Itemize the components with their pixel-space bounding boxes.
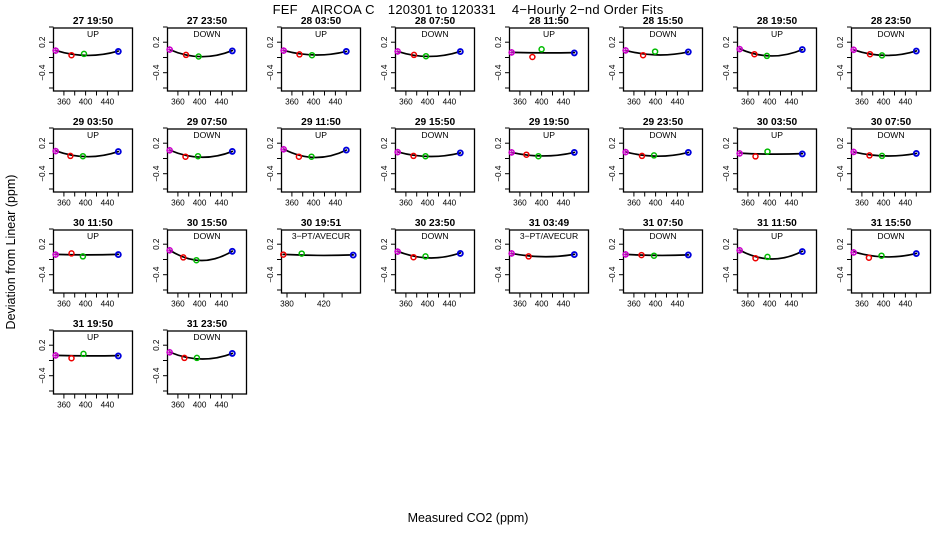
- y-tick-label: 0.2: [38, 137, 47, 149]
- panel-title: 29 07:50: [186, 117, 228, 128]
- x-tick-label: 400: [306, 198, 321, 208]
- subplot-canvas: [477, 115, 591, 216]
- panel-title: 28 07:50: [414, 16, 456, 27]
- x-tick-label: 440: [100, 299, 115, 309]
- x-tick-label: 400: [306, 97, 321, 107]
- subplot-28-11-50: [477, 14, 591, 115]
- x-tick-label: 440: [898, 97, 913, 107]
- subplot-canvas: [705, 14, 819, 115]
- y-tick-label: 0.2: [38, 238, 47, 250]
- panel-mode-label: DOWN: [193, 29, 221, 39]
- data-point-red: [530, 55, 535, 60]
- x-tick-label: 400: [192, 97, 207, 107]
- subplot-31-03-49: [477, 216, 591, 317]
- subplot-canvas: [477, 216, 591, 317]
- y-tick-label: −0.4: [608, 266, 617, 283]
- y-tick-label: −0.4: [380, 64, 389, 81]
- y-tick-label: 0.2: [494, 238, 503, 250]
- subplot-canvas: [819, 216, 933, 317]
- panel-title: 27 23:50: [186, 16, 228, 27]
- subplot-28-03-50: [249, 14, 363, 115]
- x-tick-label: 400: [876, 97, 891, 107]
- x-tick-label: 360: [57, 198, 71, 208]
- y-tick-label: −0.4: [494, 266, 503, 283]
- data-point-red: [296, 154, 301, 159]
- panel-mode-label: UP: [87, 332, 99, 342]
- panel-title: 31 07:50: [642, 218, 684, 229]
- data-point-green: [80, 254, 85, 259]
- subplot-30-11-50: [21, 216, 135, 317]
- subplot-canvas: [363, 14, 477, 115]
- y-tick-label: 0.2: [266, 137, 275, 149]
- y-tick-label: 0.2: [380, 238, 389, 250]
- subplot-canvas: [135, 317, 249, 418]
- x-tick-label: 400: [78, 299, 93, 309]
- x-tick-label: 400: [876, 299, 891, 309]
- fit-curve: [170, 250, 233, 260]
- x-tick-label: 440: [442, 299, 457, 309]
- panel-title: 30 19:51: [300, 218, 342, 229]
- y-tick-label: −0.4: [608, 165, 617, 182]
- panel-title: 29 03:50: [72, 117, 114, 128]
- x-tick-label: 440: [556, 198, 571, 208]
- x-tick-label: 400: [78, 400, 93, 410]
- y-tick-label: −0.4: [266, 64, 275, 81]
- x-tick-label: 440: [328, 97, 343, 107]
- data-point-green: [299, 251, 304, 256]
- y-tick-label: 0.2: [836, 36, 845, 48]
- fit-curve: [740, 250, 803, 259]
- subplot-canvas: [249, 14, 363, 115]
- x-tick-label: 400: [192, 400, 207, 410]
- x-tick-label: 360: [741, 198, 755, 208]
- x-tick-label: 440: [898, 299, 913, 309]
- y-tick-label: −0.4: [494, 165, 503, 182]
- x-tick-label: 360: [513, 299, 527, 309]
- data-point-green: [194, 355, 199, 360]
- panel-title: 30 03:50: [756, 117, 798, 128]
- x-tick-label: 360: [57, 400, 71, 410]
- x-tick-label: 400: [762, 198, 777, 208]
- subplot-canvas: [819, 115, 933, 216]
- panel-title: 31 15:50: [870, 218, 912, 229]
- x-tick-label: 360: [627, 299, 641, 309]
- x-tick-label: 360: [741, 97, 755, 107]
- x-tick-label: 400: [192, 299, 207, 309]
- y-tick-label: −0.4: [722, 165, 731, 182]
- data-point-green: [82, 51, 87, 56]
- y-tick-label: 0.2: [722, 36, 731, 48]
- panel-title: 31 03:49: [528, 218, 570, 229]
- subplot-canvas: [705, 216, 819, 317]
- panel-title: 29 19:50: [528, 117, 570, 128]
- fit-curve: [398, 152, 461, 157]
- panel-title: 28 11:50: [529, 16, 569, 27]
- x-axis-label: Measured CO2 (ppm): [407, 511, 529, 525]
- subplot-canvas: [135, 14, 249, 115]
- data-point-green: [653, 49, 658, 54]
- data-point-red: [753, 154, 758, 159]
- subplot-28-23-50: [819, 14, 933, 115]
- y-tick-label: −0.4: [38, 64, 47, 81]
- x-tick-label: 440: [784, 299, 799, 309]
- x-tick-label: 360: [285, 198, 299, 208]
- y-tick-label: 0.2: [608, 36, 617, 48]
- x-tick-label: 360: [627, 198, 641, 208]
- y-tick-label: 0.2: [494, 137, 503, 149]
- x-tick-label: 440: [100, 198, 115, 208]
- panel-mode-label: DOWN: [421, 130, 449, 140]
- y-tick-label: 0.2: [152, 339, 161, 351]
- y-tick-label: −0.4: [380, 266, 389, 283]
- fit-curve: [56, 254, 119, 255]
- subplot-31-19-50: [21, 317, 135, 418]
- x-tick-label: 440: [442, 198, 457, 208]
- y-tick-label: 0.2: [836, 238, 845, 250]
- panel-title: 30 15:50: [186, 218, 228, 229]
- x-tick-label: 360: [57, 299, 71, 309]
- subplot-grid: [21, 14, 933, 418]
- y-tick-label: 0.2: [380, 36, 389, 48]
- subplot-31-11-50: [705, 216, 819, 317]
- fit-curve: [740, 49, 803, 56]
- x-tick-label: 360: [627, 97, 641, 107]
- subplot-31-23-50: [135, 317, 249, 418]
- x-tick-label: 380: [280, 299, 294, 309]
- y-tick-label: −0.4: [836, 165, 845, 182]
- panel-mode-label: UP: [315, 130, 327, 140]
- subplot-31-15-50: [819, 216, 933, 317]
- x-tick-label: 400: [876, 198, 891, 208]
- subplot-canvas: [21, 216, 135, 317]
- subplot-29-03-50: [21, 115, 135, 216]
- subplot-29-07-50: [135, 115, 249, 216]
- panel-mode-label: UP: [315, 29, 327, 39]
- subplot-canvas: [21, 317, 135, 418]
- panel-mode-label: 3−PT/AVECUR: [291, 231, 351, 241]
- x-tick-label: 400: [78, 97, 93, 107]
- data-point-green: [765, 149, 770, 154]
- x-tick-label: 360: [399, 198, 413, 208]
- fit-curve: [740, 153, 803, 154]
- fit-curve: [284, 149, 347, 157]
- panel-title: 31 23:50: [186, 319, 228, 330]
- panel-mode-label: DOWN: [421, 29, 449, 39]
- y-tick-label: 0.2: [722, 238, 731, 250]
- panel-mode-label: DOWN: [193, 231, 221, 241]
- fit-curve: [56, 151, 119, 157]
- y-tick-label: 0.2: [836, 137, 845, 149]
- panel-title: 30 07:50: [870, 117, 912, 128]
- subplot-27-23-50: [135, 14, 249, 115]
- x-tick-label: 420: [316, 299, 331, 309]
- fit-curve: [56, 355, 119, 356]
- panel-title: 28 19:50: [756, 16, 798, 27]
- x-tick-label: 360: [399, 299, 413, 309]
- subplot-28-19-50: [705, 14, 819, 115]
- x-tick-label: 360: [57, 97, 71, 107]
- panel-title: 30 11:50: [73, 218, 113, 229]
- panel-mode-label: DOWN: [193, 332, 221, 342]
- x-tick-label: 400: [420, 299, 435, 309]
- fit-curve: [512, 52, 575, 53]
- y-tick-label: −0.4: [152, 165, 161, 182]
- subplot-canvas: [249, 216, 363, 317]
- subplot-canvas: [591, 216, 705, 317]
- y-tick-label: 0.2: [266, 36, 275, 48]
- fit-curve: [512, 152, 575, 156]
- subplot-canvas: [591, 14, 705, 115]
- subplot-canvas: [135, 115, 249, 216]
- data-point-red: [411, 255, 416, 260]
- subplot-30-23-50: [363, 216, 477, 317]
- x-tick-label: 400: [762, 299, 777, 309]
- x-tick-label: 440: [670, 198, 685, 208]
- fit-curve: [170, 352, 233, 359]
- fit-curve: [512, 253, 575, 256]
- y-tick-label: −0.4: [722, 266, 731, 283]
- y-tick-label: 0.2: [722, 137, 731, 149]
- y-tick-label: −0.4: [266, 165, 275, 182]
- data-point-red: [866, 255, 871, 260]
- subplot-canvas: [819, 14, 933, 115]
- panel-title: 28 15:50: [642, 16, 684, 27]
- x-tick-label: 440: [100, 97, 115, 107]
- x-tick-label: 440: [556, 97, 571, 107]
- x-tick-label: 440: [784, 198, 799, 208]
- y-tick-label: −0.4: [722, 64, 731, 81]
- panel-mode-label: DOWN: [649, 130, 677, 140]
- x-tick-label: 440: [784, 97, 799, 107]
- subplot-canvas: [705, 115, 819, 216]
- x-tick-label: 360: [399, 97, 413, 107]
- data-point-red: [183, 154, 188, 159]
- data-point-red: [641, 53, 646, 58]
- panel-mode-label: DOWN: [649, 231, 677, 241]
- fit-curve: [398, 251, 461, 258]
- subplot-31-07-50: [591, 216, 705, 317]
- subplot-canvas: [591, 115, 705, 216]
- panel-mode-label: UP: [771, 231, 783, 241]
- subplot-canvas: [249, 115, 363, 216]
- panel-title: 29 11:50: [301, 117, 341, 128]
- subplot-29-15-50: [363, 115, 477, 216]
- subplot-canvas: [363, 216, 477, 317]
- x-tick-label: 440: [214, 400, 229, 410]
- y-tick-label: −0.4: [266, 266, 275, 283]
- subplot-28-07-50: [363, 14, 477, 115]
- subplot-30-15-50: [135, 216, 249, 317]
- subplot-30-07-50: [819, 115, 933, 216]
- x-tick-label: 400: [420, 198, 435, 208]
- x-tick-label: 440: [556, 299, 571, 309]
- y-tick-label: −0.4: [152, 266, 161, 283]
- panel-title: 31 11:50: [757, 218, 797, 229]
- x-tick-label: 400: [648, 198, 663, 208]
- panel-mode-label: DOWN: [193, 130, 221, 140]
- x-tick-label: 400: [762, 97, 777, 107]
- x-tick-label: 400: [420, 97, 435, 107]
- y-tick-label: 0.2: [380, 137, 389, 149]
- x-tick-label: 360: [855, 97, 869, 107]
- subplot-canvas: [363, 115, 477, 216]
- panel-title: 30 23:50: [414, 218, 456, 229]
- y-tick-label: −0.4: [494, 64, 503, 81]
- x-tick-label: 360: [741, 299, 755, 309]
- y-tick-label: 0.2: [266, 238, 275, 250]
- panel-mode-label: 3−PT/AVECUR: [519, 231, 579, 241]
- x-tick-label: 400: [534, 198, 549, 208]
- panel-mode-label: UP: [771, 130, 783, 140]
- subplot-canvas: [21, 14, 135, 115]
- y-tick-label: −0.4: [380, 165, 389, 182]
- x-tick-label: 440: [328, 198, 343, 208]
- x-tick-label: 400: [534, 97, 549, 107]
- panel-title: 31 19:50: [72, 319, 114, 330]
- x-tick-label: 360: [855, 198, 869, 208]
- panel-mode-label: UP: [543, 130, 555, 140]
- subplot-28-15-50: [591, 14, 705, 115]
- x-tick-label: 440: [214, 97, 229, 107]
- y-tick-label: 0.2: [38, 36, 47, 48]
- fit-curve: [854, 252, 917, 257]
- x-tick-label: 400: [78, 198, 93, 208]
- panel-mode-label: UP: [87, 231, 99, 241]
- y-tick-label: 0.2: [152, 238, 161, 250]
- subplot-29-23-50: [591, 115, 705, 216]
- y-tick-label: −0.4: [836, 266, 845, 283]
- panel-title: 29 15:50: [414, 117, 456, 128]
- panel-title: 29 23:50: [642, 117, 684, 128]
- y-tick-label: 0.2: [608, 238, 617, 250]
- panel-mode-label: DOWN: [877, 130, 905, 140]
- y-tick-label: −0.4: [38, 266, 47, 283]
- x-tick-label: 440: [898, 198, 913, 208]
- x-tick-label: 360: [171, 97, 185, 107]
- y-axis-label: Deviation from Linear (ppm): [4, 174, 18, 330]
- x-tick-label: 440: [100, 400, 115, 410]
- y-tick-label: −0.4: [152, 367, 161, 384]
- subplot-27-19-50: [21, 14, 135, 115]
- x-tick-label: 360: [513, 198, 527, 208]
- x-tick-label: 400: [648, 299, 663, 309]
- y-tick-label: −0.4: [38, 165, 47, 182]
- x-tick-label: 400: [648, 97, 663, 107]
- subplot-29-11-50: [249, 115, 363, 216]
- panel-mode-label: DOWN: [877, 231, 905, 241]
- panel-title: 28 03:50: [300, 16, 342, 27]
- subplot-canvas: [135, 216, 249, 317]
- x-tick-label: 360: [285, 97, 299, 107]
- x-tick-label: 360: [171, 299, 185, 309]
- subplot-30-19-51: [249, 216, 363, 317]
- y-tick-label: 0.2: [152, 137, 161, 149]
- y-tick-label: 0.2: [152, 36, 161, 48]
- x-tick-label: 440: [670, 97, 685, 107]
- x-tick-label: 360: [171, 400, 185, 410]
- subplot-canvas: [21, 115, 135, 216]
- data-point-red: [68, 153, 73, 158]
- x-tick-label: 440: [214, 299, 229, 309]
- x-tick-label: 440: [670, 299, 685, 309]
- x-tick-label: 400: [534, 299, 549, 309]
- y-tick-label: 0.2: [608, 137, 617, 149]
- x-tick-label: 400: [192, 198, 207, 208]
- panel-mode-label: UP: [771, 29, 783, 39]
- x-tick-label: 440: [214, 198, 229, 208]
- y-tick-label: −0.4: [38, 367, 47, 384]
- panel-mode-label: DOWN: [877, 29, 905, 39]
- panel-title: 27 19:50: [72, 16, 114, 27]
- x-tick-label: 360: [855, 299, 869, 309]
- panel-mode-label: UP: [543, 29, 555, 39]
- y-tick-label: −0.4: [608, 64, 617, 81]
- panel-title: 28 23:50: [870, 16, 912, 27]
- panel-mode-label: DOWN: [649, 29, 677, 39]
- y-tick-label: −0.4: [152, 64, 161, 81]
- x-tick-label: 360: [513, 97, 527, 107]
- fit-curve: [283, 254, 353, 255]
- y-tick-label: 0.2: [494, 36, 503, 48]
- x-tick-label: 360: [171, 198, 185, 208]
- figure-title: FEF AIRCOA C 120301 to 120331 4−Hourly 2−nd Order Fits: [272, 2, 664, 17]
- subplot-30-03-50: [705, 115, 819, 216]
- panel-mode-label: DOWN: [421, 231, 449, 241]
- subplot-29-19-50: [477, 115, 591, 216]
- subplot-canvas: [477, 14, 591, 115]
- data-point-green: [879, 253, 884, 258]
- panel-mode-label: UP: [87, 130, 99, 140]
- y-tick-label: −0.4: [836, 64, 845, 81]
- y-tick-label: 0.2: [38, 339, 47, 351]
- panel-mode-label: UP: [87, 29, 99, 39]
- data-point-red: [69, 53, 74, 58]
- x-tick-label: 440: [442, 97, 457, 107]
- data-point-green: [539, 47, 544, 52]
